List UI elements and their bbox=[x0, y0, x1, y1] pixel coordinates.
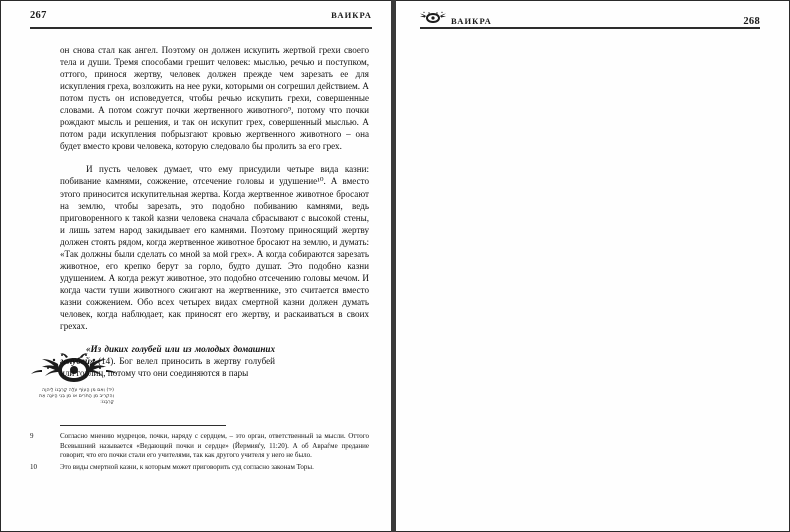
verse-reference: (14). bbox=[98, 356, 116, 367]
footnote bbox=[30, 463, 369, 473]
page-frame-top bbox=[396, 0, 790, 1]
left-folio: 267 bbox=[30, 10, 47, 21]
right-page bbox=[396, 0, 790, 532]
footnote-number: 10 bbox=[30, 463, 37, 472]
footnote-text: Согласно мнению мудрецов, почки, наряду с сердцем, – это орган, ответственный за мысли. Оттого Всевышний называется «Ведающий почки и сердце» (Йермияѓу, 11:20). А об Авраѓме предание говорит, что его почки стали его учителями, так как другого учителя у него не было. bbox=[60, 432, 369, 460]
left-body-column bbox=[60, 44, 369, 379]
left-head-rule bbox=[30, 27, 372, 29]
paragraph: И пусть человек думает, что ему присудили четыре вида казни: побивание камнями, сожжение, отсечение головы и удушение¹⁰. А вместо этого приносится искупительная жертва. Когда жертвенное животное бросают на землю, чтобы зарезать, это подобно побиванию камнями, ведь приговоренного к такой казни человека сначала сбрасывают с высокой стены, и лишь затем народ закидывает его камнями. Поэтому приносящий жертву должен стоять рядом, когда жертвенное животное бросают на землю, и думать: «Так должны были сделать со мной за мой грех». А когда собираются зарезать животное, его крепко берут за горло, будто душат. Это подобно казни удушением. А когда режут животное, это подобно отсечению головы мечом. И когда части туши животного сжигают на жертвеннике, это считается вместо казни сожжением. Обо всех четырех видах смертной казни должен думать человек, когда наблюдает, как приносят его жертву, и раскаиваться в своих грехах. bbox=[60, 164, 369, 332]
left-footnote-rule bbox=[60, 425, 226, 426]
left-running-head bbox=[30, 10, 372, 28]
footnote-number: 9 bbox=[30, 432, 34, 440]
page-frame-outer-left bbox=[0, 0, 1, 532]
left-running-title: ВАИКРА bbox=[331, 10, 372, 20]
verse-commentary: Бог велел приносить в жертву голубей или горлиц, потому что они соединяются в пары bbox=[60, 356, 275, 379]
right-running-title: ВАИКРА bbox=[451, 16, 492, 26]
verse-quote: «Из диких голубей или из молодых домашних голубей» bbox=[60, 344, 275, 367]
paragraph-quote-block bbox=[60, 343, 275, 379]
footnote-text: Это виды смертной казни, к которым может приговорить суд согласно законам Торы. bbox=[60, 463, 314, 472]
right-head-rule bbox=[420, 27, 760, 29]
page-frame-top bbox=[0, 0, 396, 1]
header-floral-ornament-icon bbox=[420, 11, 446, 25]
right-running-head bbox=[420, 10, 760, 28]
right-folio: 268 bbox=[743, 16, 760, 27]
footnote bbox=[30, 432, 369, 461]
left-hebrew-marginal-note: (יד) וְאִם מִן הָעוֹף עֹלָה קָרְבָּנוֹ לַיהוָה וְהִקְרִיב מִן הַתֹּרִים אוֹ מִן בְּנֵי הַיּוֹנָה אֶת קָרְבָּנוֹ: bbox=[39, 388, 114, 406]
page-gutter-shadow bbox=[391, 0, 396, 532]
paragraph: он снова стал как ангел. Поэтому он должен искупить жертвой грехи своего тела и души. Тремя способами грешит человек: мыслью, речью и поступком, оттого, принося жертву, человек должен прежде чем зарезать ее для искупления греха, возложить на нее руки, которыми он согрешил действием. А потом пусть он исповедуется, чтобы речью искупить грехи, совершенные словами. А потом сожгут почки жертвенного животного⁹, потому что почки рождают мысль и решения, и так он искупит грех, совершенный мыслью. А потом ради искупления побрызгают кровью жертвенного животного – она будет вместо крови человека, которую следовало бы пролить за его грех. bbox=[60, 45, 369, 152]
left-footnotes bbox=[30, 432, 369, 475]
